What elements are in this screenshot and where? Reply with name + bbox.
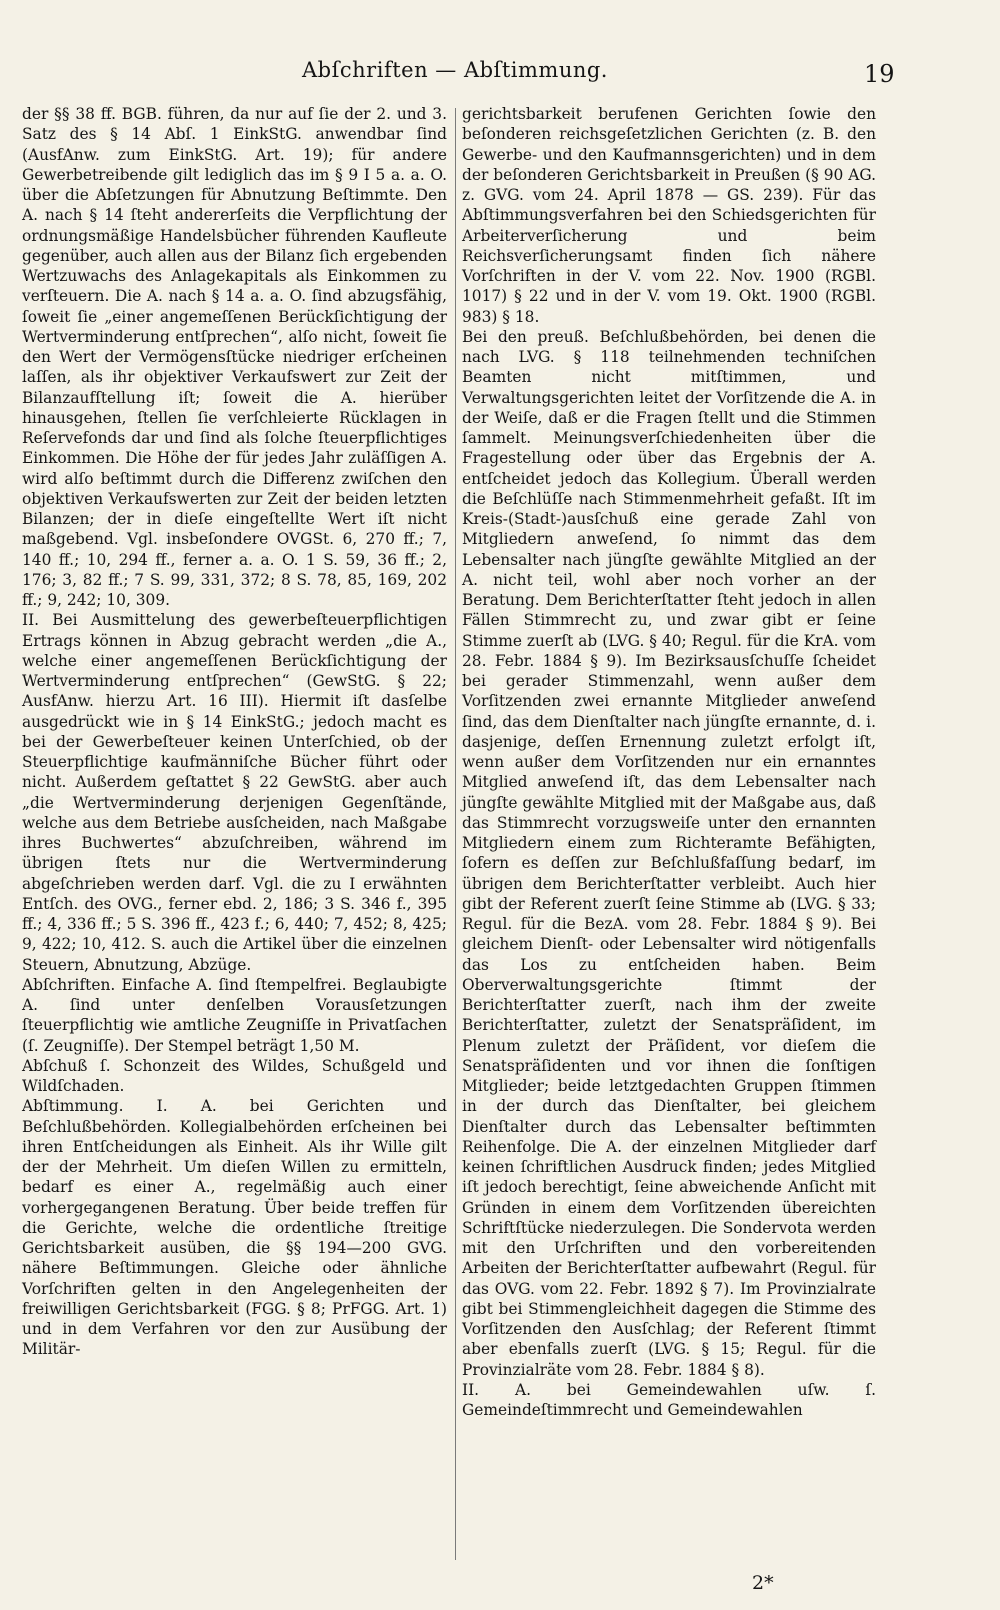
entry-abstimmung: Abſtimmung. I. A. bei Gerichten und Beſchlußbehörden. Kollegialbehörden erſcheinen bei ihren Entſcheidungen als Einheit. Als ihr Wille gilt der der Mehrheit. Um dieſen Willen zu ermitteln, bedarf es einer A., regelmäßig auch einer vorhergegangenen Beratung. Über beide treffen für die Gerichte, welche die ordentliche ſtreitige Gerichtsbarkeit ausüben, die §§ 194—200 GVG. nähere Beſtimmungen. Gleiche oder ähnliche Vorſchriften gelten in den Angelegenheiten der freiwilligen Gerichtsbarkeit (FGG. § 8; PrFGG. Art. 1) und in dem Verfahren vor den zur Ausübung der Militär- [22,1097,447,1359]
right-column [462,104,876,1420]
column-divider [455,108,456,1560]
paragraph-abschreibung-i: der §§ 38 ff. BGB. führen, da nur auf ſie der 2. und 3. Satz des § 14 Abſ. 1 EinkStG. anwendbar ſind (AusfAnw. zum EinkStG. Art. 19); für andere Gewerbetreibende gilt lediglich das im § 9 I 5 a. a. O. über die Abſetzungen für Abnutzung Beſtimmte. Den A. nach § 14 ſteht andererſeits die Verpflichtung der ordnungsmäßige Handelsbücher führenden Kaufleute gegenüber, auch allen aus der Bilanz ſich ergebenden Wertzuwachs des Anlagekapitals als Einkommen zu verſteuern. Die A. nach § 14 a. a. O. ſind abzugsfähig, ſoweit ſie „einer angemeſſenen Berückſichtigung der Wertverminderung entſprechen“, alſo nicht, ſoweit ſie den Wert der Vermögensſtücke niedriger erſcheinen laſſen, als ihr objektiver Verkaufswert zur Zeit der Bilanzaufſtellung iſt; ſoweit die A. hierüber hinausgehen, ſtellen ſie verſchleierte Rücklagen in Reſervefonds dar und ſind als ſolche ſteuerpflichtiges Einkommen. Die Höhe der für jedes Jahr zuläſſigen A. wird alſo beſtimmt durch die Differenz zwiſchen den objektiven Verkaufswerten zur Zeit der beiden letzten Bilanzen; der in dieſe eingeſtellte Wert iſt nicht maßgebend. Vgl. insbeſondere OVGSt. 6, 270 ff.; 7, 140 ff.; 10, 294 ff., ferner a. a. O. 1 S. 59, 36 ff.; 2, 176; 3, 82 ff.; 7 S. 99, 331, 372; 8 S. 78, 85, 169, 202 ff.; 9, 242; 10, 309. [22,105,447,609]
entry-abschriften: Abſchriften. Einfache A. ſind ſtempelfrei. Beglaubigte A. ſind unter denſelben Vorausſetzungen ſteuerpflichtig wie amtliche Zeugniſſe in Privatſachen (ſ. Zeugniſſe). Der Stempel beträgt 1,50 M. [22,975,447,1055]
left-column [22,104,447,1360]
page-number: 19 [864,60,895,88]
entry-abschuss: Abſchuß ſ. Schonzeit des Wildes, Schußgeld und Wildſchaden. [22,1056,447,1095]
paragraph-gerichtsbarkeit: gerichtsbarkeit berufenen Gerichten ſowie den beſonderen reichsgeſetzlichen Gerichten (z. B. den Gewerbe- und den Kaufmannsgerichten) und in dem der beſonderen Gerichtsbarkeit in Preußen (§ 90 AG. z. GVG. vom 24. April 1878 — GS. 239). Für das Abſtimmungsverfahren bei den Schiedsgerichten für Arbeiterverſicherung und beim Reichsverſicherungsamt finden ſich nähere Vorſchriften in der V. vom 22. Nov. 1900 (RGBl. 1017) § 22 und in der V. vom 19. Okt. 1900 (RGBl. 983) § 18. [462,105,876,326]
paragraph-beschlussbehoerden: Bei den preuß. Beſchlußbehörden, bei denen die nach LVG. § 118 teilnehmenden techniſchen Beamten nicht mitſtimmen, und Verwaltungsgerichten leitet der Vorſitzende die A. in der Weiſe, daß er die Fragen ſtellt und die Stimmen ſammelt. Meinungsverſchiedenheiten über die Fragestellung oder über das Ergebnis der A. entſcheidet jedoch das Kollegium. Überall werden die Beſchlüſſe nach Stimmenmehrheit gefaßt. Iſt im Kreis-(Stadt-)ausſchuß eine gerade Zahl von Mitgliedern anweſend, ſo nimmt das dem Lebensalter nach jüngſte gewählte Mitglied an der A. nicht teil, wohl aber noch vorher an der Beratung. Dem Berichterſtatter ſteht jedoch in allen Fällen Stimmrecht zu, und zwar gibt er ſeine Stimme zuerſt ab (LVG. § 40; Regul. für die KrA. vom 28. Febr. 1884 § 9). Im Bezirksausſchuſſe ſcheidet bei gerader Stimmenzahl, wenn außer dem Vorſitzenden zwei ernannte Mitglieder anweſend ſind, das dem Dienſtalter nach jüngſte ernannte, d. i. dasjenige, deſſen Ernennung zuletzt erfolgt iſt, wenn außer dem Vorſitzenden nur ein ernanntes Mitglied anweſend iſt, das dem Lebensalter nach jüngſte gewählte Mitglied mit der Maßgabe aus, daß das Stimmrecht vorzugsweiſe unter den ernannten Mitgliedern einem zum Richteramte Befähigten, ſofern es deſſen zur Beſchlußfaſſung bedarf, im übrigen dem Berichterſtatter verbleibt. Auch hier gibt der Referent zuerſt ſeine Stimme ab (LVG. § 33; Regul. für die BezA. vom 28. Febr. 1884 § 9). Bei gleichem Dienſt- oder Lebensalter wird nötigenfalls das Los zu entſcheiden haben. Beim Oberverwaltungsgerichte ſtimmt der Berichterſtatter zuerſt, nach ihm der zweite Berichterſtatter, zuletzt der Senatspräſident, im Plenum zuletzt der Präſident, vor dieſem die Senatspräſidenten und vor ihnen die ſonſtigen Mitglieder; beide letztgedachten Gruppen ſtimmen in der durch das Dienſtalter, bei gleichem Dienſtalter durch das Lebensalter beſtimmten Reihenfolge. Die A. der einzelnen Mitglieder darf keinen ſchriftlichen Ausdruck finden; jedes Mitglied iſt jedoch berechtigt, ſeine abweichende Anſicht mit Gründen in einem dem Vorſitzenden übereichten Schriftſtücke niederzulegen. Die Sondervota werden mit den Urſchriften und den vorbereitenden Arbeiten der Berichterſtatter aufbewahrt (Regul. für das OVG. vom 22. Febr. 1892 § 7). Im Provinzialrate gibt bei Stimmengleichheit dagegen die Stimme des Vorſitzenden den Ausſchlag; der Referent ſtimmt aber ebenfalls zuerſt (LVG. § 15; Regul. für die Provinzialräte vom 28. Febr. 1884 § 8). [462,327,876,1379]
paragraph-abschreibung-ii: II. Bei Ausmittelung des gewerbeſteuerpflichtigen Ertrags können in Abzug gebracht werden „die A., welche einer angemeſſenen Berückſichtigung der Wertverminderung entſprechen“ (GewStG. § 22; AusfAnw. hierzu Art. 16 III). Hiermit iſt dasſelbe ausgedrückt wie in § 14 EinkStG.; jedoch macht es bei der Gewerbeſteuer keinen Unterſchied, ob der Steuerpflichtige kaufmänniſche Bücher führt oder nicht. Außerdem geſtattet § 22 GewStG. aber auch „die Wertverminderung derjenigen Gegenſtände, welche aus dem Betriebe ausſcheiden, nach Maßgabe ihres Buchwertes“ abzuſchreiben, während im übrigen ſtets nur die Wertverminderung abgeſchrieben werden darf. Vgl. die zu I erwähnten Entſch. des OVG., ferner ebd. 2, 186; 3 S. 346 f., 395 ff.; 4, 336 ff.; 5 S. 396 ff., 423 f.; 6, 440; 7, 452; 8, 425; 9, 422; 10, 412. S. auch die Artikel über die einzelnen Steuern, Abnutzung, Abzüge. [22,611,447,974]
signature-mark: 2* [752,1572,774,1594]
paragraph-gemeindewahlen: II. A. bei Gemeindewahlen uſw. ſ. Gemeindeſtimmrecht und Gemeindewahlen [462,1380,876,1419]
running-header: Abſchriften — Abſtimmung. [302,58,608,82]
